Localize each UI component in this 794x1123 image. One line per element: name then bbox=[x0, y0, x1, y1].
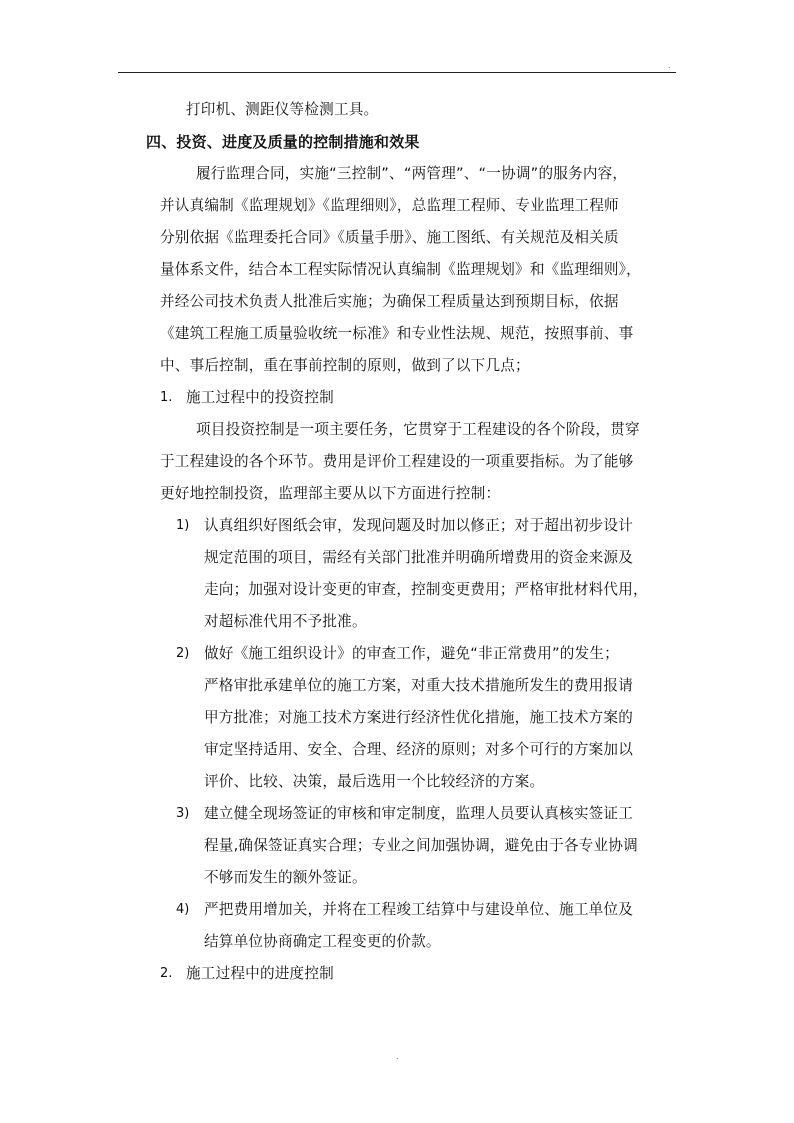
list-number: 4) bbox=[176, 902, 190, 917]
list-item-text: 审定坚持适用、安全、合理、经济的原则；对多个可行的方案加以 bbox=[204, 741, 634, 758]
header-dot: . bbox=[668, 61, 671, 70]
list-number: 2) bbox=[176, 646, 190, 661]
text-line: 《建筑工程施工质量验收统一标准》和专业性法规、规范，按照事前、事 bbox=[160, 325, 634, 342]
section-heading: 四、投资、进度及质量的控制措施和效果 bbox=[146, 133, 420, 151]
list-item-text: 严把费用增加关，并将在工程竣工结算中与建设单位、施工单位及 bbox=[204, 901, 634, 918]
header-rule bbox=[118, 72, 676, 73]
text-line: 分别依据《监理委托合同》《质量手册》、施工图纸、有关规范及相关质 bbox=[160, 229, 619, 246]
text-line: 量体系文件，结合本工程实际情况认真编制《监理规划》和《监理细则》， bbox=[160, 261, 641, 278]
list-item-text: 建立健全现场签证的审核和审定制度，监理人员要认真核实签证工 bbox=[204, 805, 634, 822]
footer-dot: . bbox=[396, 1052, 399, 1061]
list-item-text: 认真组织好图纸会审，发现问题及时加以修正；对于超出初步设计 bbox=[204, 517, 634, 534]
text-line: 并认真编制《监理规划》《监理细则》，总监理工程师、专业监理工程师 bbox=[160, 197, 619, 214]
list-item-text: 走向；加强对设计变更的审查，控制变更费用；严格审批材料代用， bbox=[204, 581, 648, 598]
list-number: 1. bbox=[160, 390, 173, 405]
text-line: 履行监理合同，实施“三控制”、“两管理”、“一协调”的服务内容， bbox=[196, 165, 628, 182]
list-item-text: 甲方批准；对施工技术方案进行经济性优化措施，施工技术方案的 bbox=[204, 709, 634, 726]
text-line: 更好地控制投资，监理部主要从以下方面进行控制： bbox=[160, 485, 501, 502]
text-line: 并经公司技术负责人批准后实施；为确保工程质量达到预期目标，依据 bbox=[160, 293, 619, 310]
list-item-text: 规定范围的项目，需经有关部门批准并明确所增费用的资金来源及 bbox=[204, 549, 634, 566]
text-line: 中、事后控制，重在事前控制的原则，做到了以下几点； bbox=[160, 357, 530, 374]
list-item-text: 不够而发生的额外签证。 bbox=[204, 869, 367, 886]
text-line: 于工程建设的各个环节。费用是评价工程建设的一项重要指标。为了能够 bbox=[160, 453, 634, 470]
list-number: 2. bbox=[160, 966, 173, 981]
list-item-text: 严格审批承建单位的施工方案，对重大技术措施所发生的费用报请 bbox=[204, 677, 634, 694]
subsection-title: 施工过程中的投资控制 bbox=[186, 389, 334, 406]
list-item-text: 结算单位协商确定工程变更的价款。 bbox=[204, 933, 441, 950]
list-item-text: 评价、比较、决策，最后选用一个比较经济的方案。 bbox=[204, 773, 545, 790]
subsection-title: 施工过程中的进度控制 bbox=[186, 965, 334, 982]
list-item-text: 做好《施工组织设计》的审查工作，避免“非正常费用”的发生； bbox=[204, 645, 619, 662]
list-item-text: 程量,确保签证真实合理；专业之间加强协调，避免由于各专业协调 bbox=[204, 837, 638, 854]
text-line: 项目投资控制是一项主要任务，它贯穿于工程建设的各个阶段，贯穿 bbox=[196, 421, 640, 438]
list-item-text: 对超标准代用不予批准。 bbox=[204, 613, 367, 630]
text-line: 打印机、测距仪等检测工具。 bbox=[186, 101, 379, 118]
list-number: 1) bbox=[176, 518, 190, 533]
list-number: 3) bbox=[176, 806, 190, 821]
